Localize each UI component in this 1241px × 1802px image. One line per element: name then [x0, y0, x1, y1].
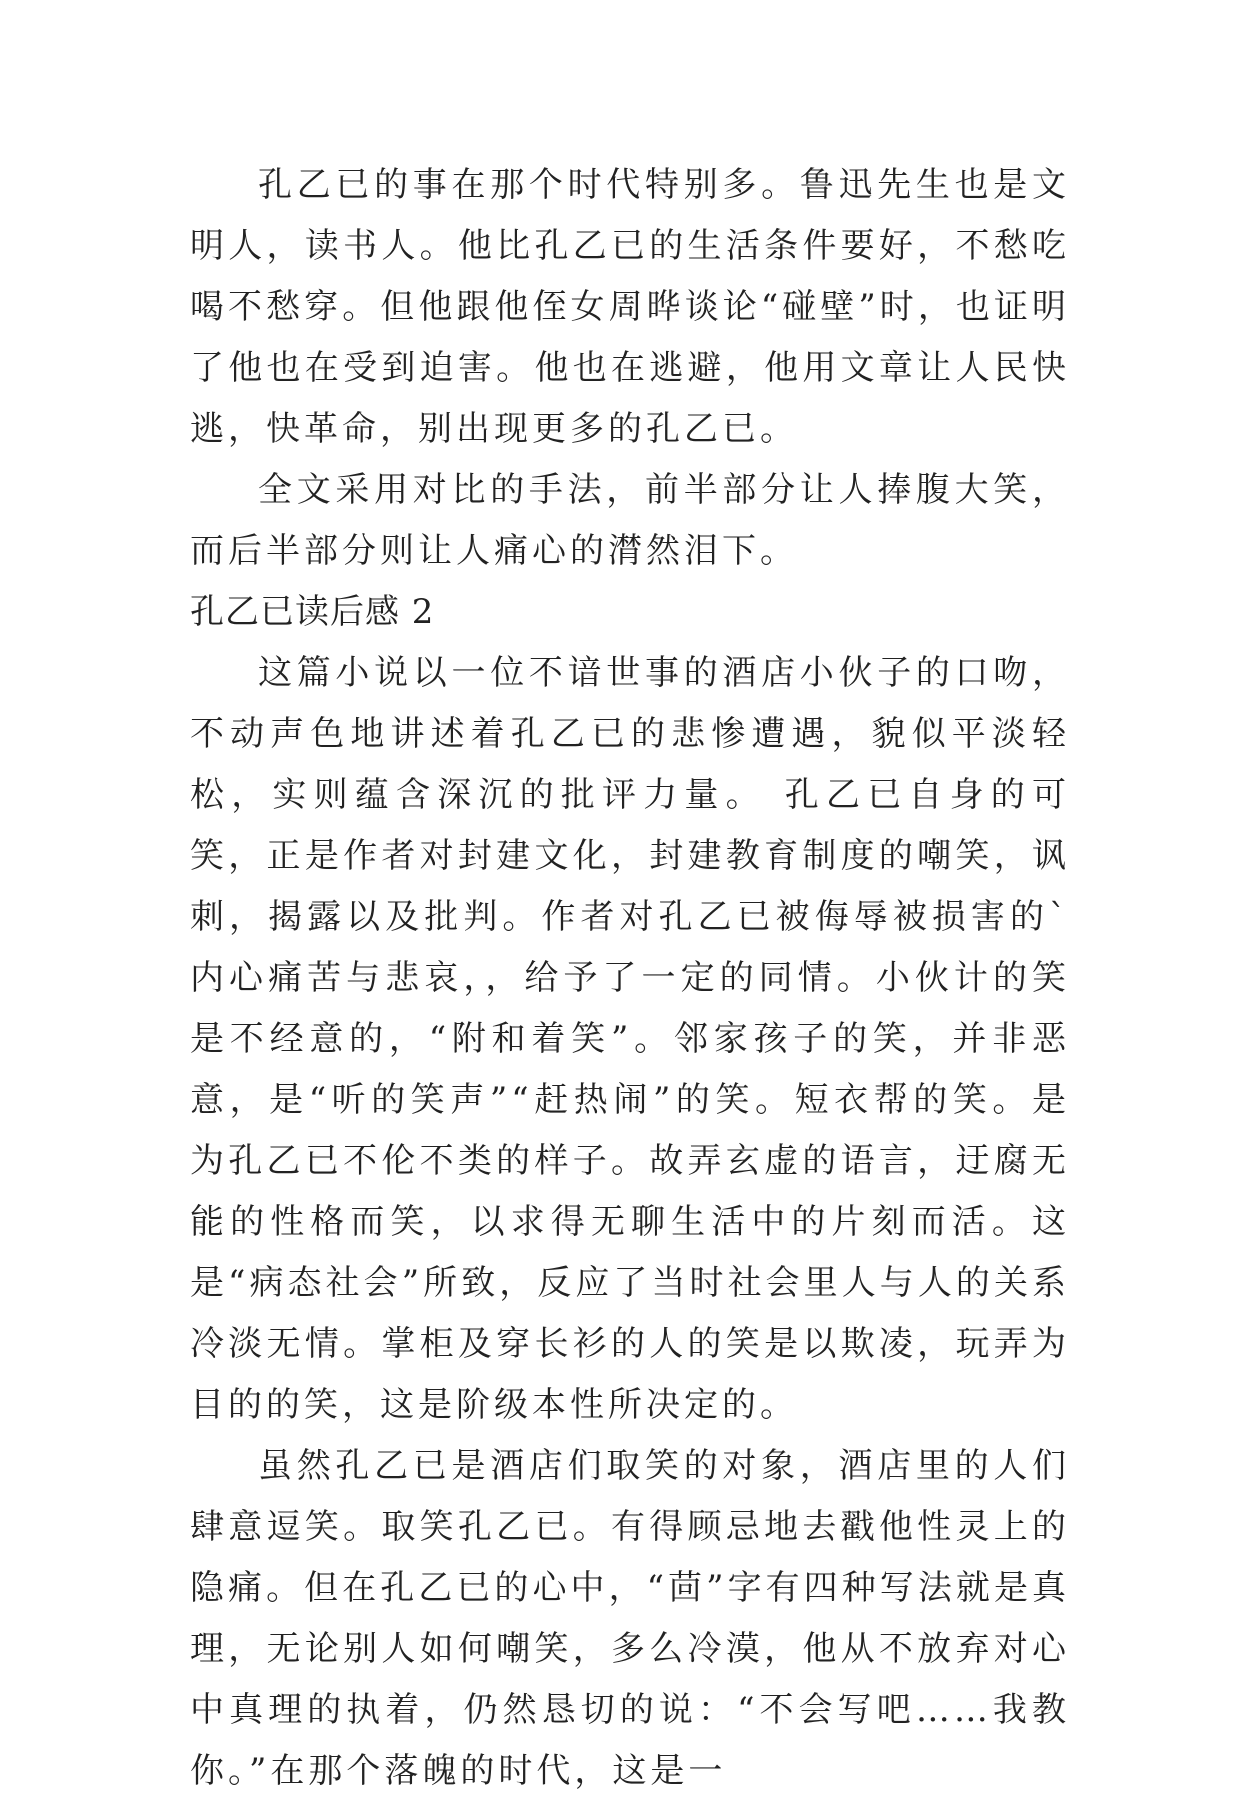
paragraph: 虽然孔乙已是酒店们取笑的对象，酒店里的人们肆意逗笑。取笑孔乙已。有得顾忌地去戳他性灵上的隐痛。但在孔乙已的心中，“茴”字有四种写法就是真理，无论别人如何嘲笑，多么冷漠，他从不放弃对心中真理的执着，仍然恳切的说：“不会写吧……我教你。”在那个落魄的时代，这是一 [190, 1446, 1070, 1791]
document-body [190, 155, 1070, 1802]
paragraph: 这篇小说以一位不谙世事的酒店小伙子的口吻，不动声色地讲述着孔乙已的悲惨遭遇，貌似平淡轻松，实则蕴含深沉的批评力量。 孔乙已自身的可笑，正是作者对封建文化，封建教育制度的嘲笑，讽刺，揭露以及批判。作者对孔乙已被侮辱被损害的`内心痛苦与悲哀，，给予了一定的同情。小伙计的笑是不经意的，“附和着笑”。邻家孩子的笑，并非恶意，是“听的笑声”“赶热闹”的笑。短衣帮的笑。是为孔乙已不伦不类的样子。故弄玄虚的语言，迂腐无能的性格而笑，以求得无聊生活中的片刻而活。这是“病态社会”所致，反应了当时社会里人与人的关系冷淡无情。掌柜及穿长衫的人的笑是以欺凌，玩弄为目的的笑，这是阶级本性所决定的。 [190, 653, 1070, 1425]
section-heading: 孔乙已读后感 2 [190, 592, 435, 632]
paragraph: 孔乙已的事在那个时代特别多。鲁迅先生也是文明人，读书人。他比孔乙已的生活条件要好，不愁吃喝不愁穿。但他跟他侄女周晔谈论“碰壁”时，也证明了他也在受到迫害。他也在逃避，他用文章让人民快逃，快革命，别出现更多的孔乙已。 [190, 165, 1070, 449]
paragraph: 全文采用对比的手法，前半部分让人捧腹大笑，而后半部分则让人痛心的潸然泪下。 [190, 470, 1070, 571]
